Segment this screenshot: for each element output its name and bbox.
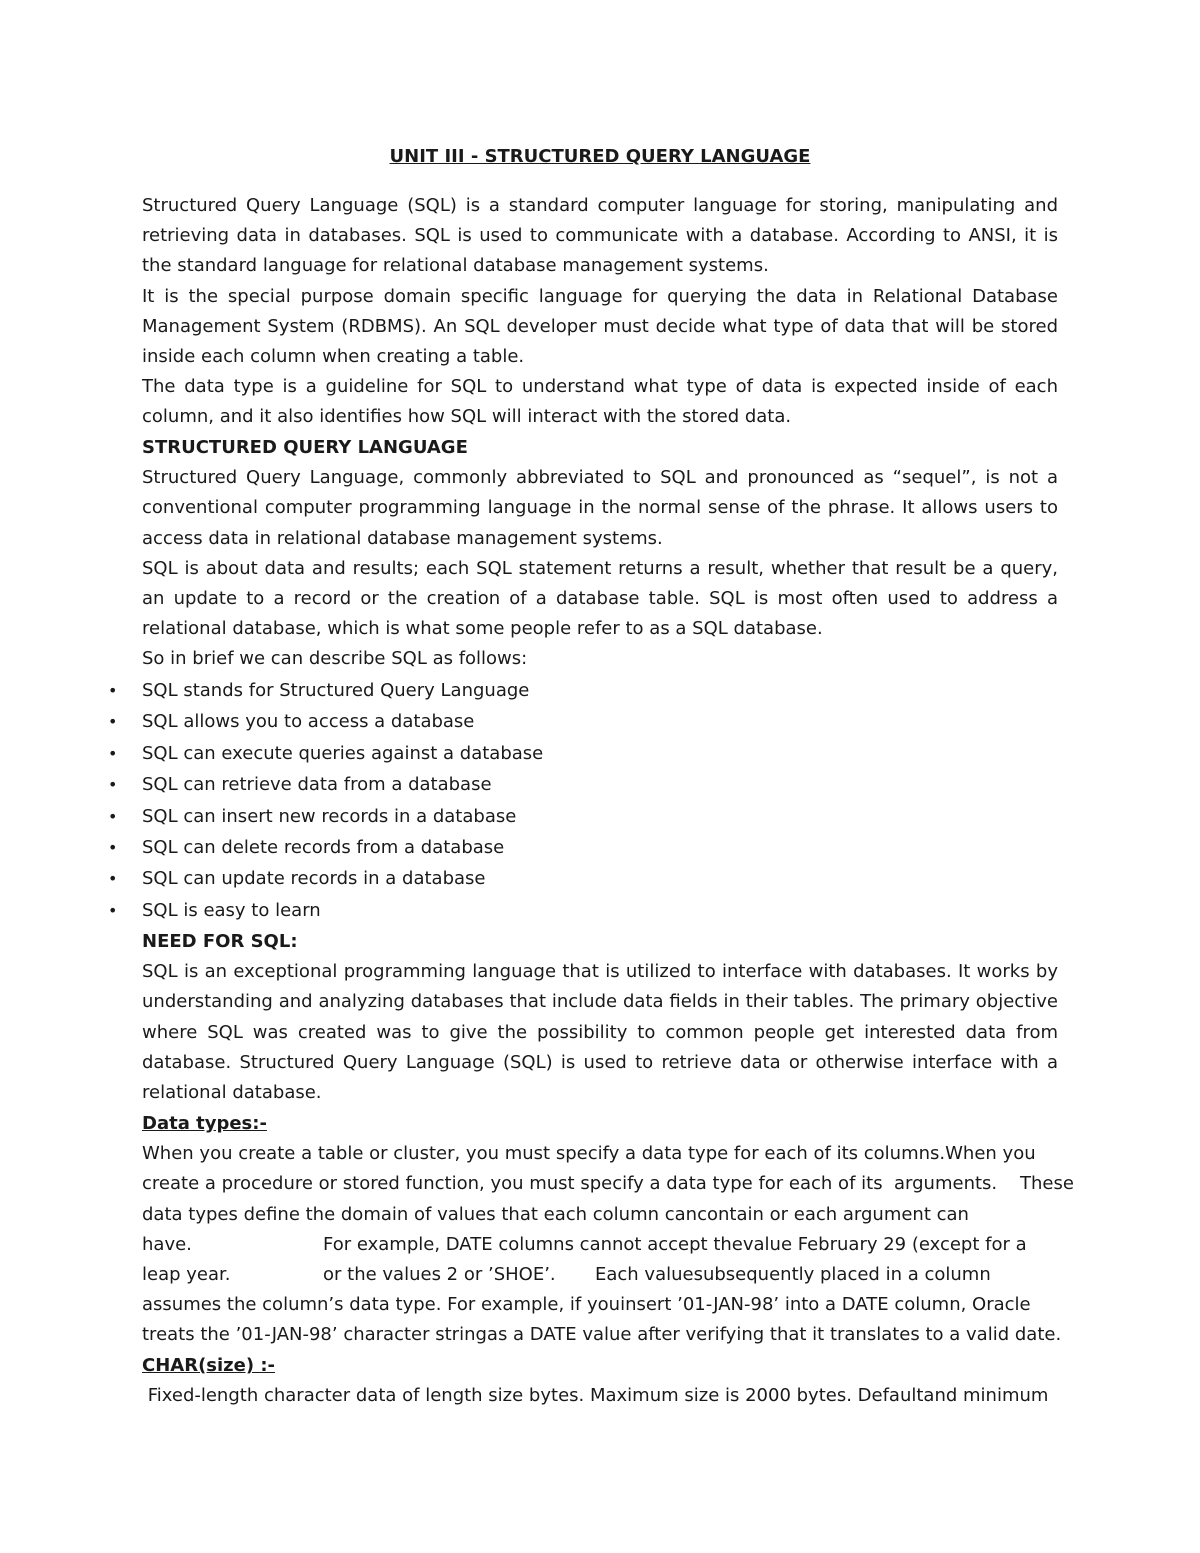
data-types-each-value: Each valuesubsequently placed in a column xyxy=(595,1264,991,1286)
overview-paragraph-1: Structured Query Language, commonly abbreviated to SQL and pronounced as “sequel”, is not a conventional computer programming language in the normal sense of the phrase. It allows users to access data in relational database management systems. xyxy=(142,467,1058,549)
data-types-line-3: data types define the domain of values that each column cancontain or each argument can xyxy=(142,1203,969,1225)
bullet-icon: • xyxy=(108,712,118,732)
list-item-text: SQL stands for Structured Query Language xyxy=(142,680,530,701)
list-item xyxy=(108,895,1058,926)
list-item-text: SQL allows you to access a database xyxy=(142,711,475,733)
list-item-text: SQL can retrieve data from a database xyxy=(142,774,492,796)
list-item-text: SQL can execute queries against a database xyxy=(142,742,544,764)
bullet-icon: • xyxy=(108,775,118,795)
overview-paragraph-2: SQL is about data and results; each SQL statement returns a result, whether that result be a query, an update to a record or the creation of a database table. SQL is most often used to address a relational database, which is what some people refer to as a SQL database. xyxy=(142,557,1058,640)
data-types-line-6: assumes the column’s data type. For example, if youinsert ’01-JAN-98’ into a DATE column, Oracle xyxy=(142,1294,1031,1316)
list-item-text: SQL can insert new records in a database xyxy=(142,805,517,827)
section-heading-structured-query-language: STRUCTURED QUERY LANGUAGE xyxy=(142,437,468,458)
bullet-icon: • xyxy=(108,837,118,857)
sql-features-list xyxy=(108,675,1058,926)
intro-paragraph-2: It is the special purpose domain specific language for querying the data in Relational Database Management System (RDBMS). An SQL developer must decide what type of data that will be stored inside each column when creating a table. xyxy=(142,285,1058,368)
data-types-line-7: treats the ’01-JAN-98’ character stringas a DATE value after verifying that it translates to a valid date. xyxy=(142,1324,1062,1346)
data-types-line-5 xyxy=(142,1260,1058,1290)
need-for-sql-paragraph: SQL is an exceptional programming language that is utilized to interface with databases. It works by understanding and analyzing databases that include data fields in their tables. The primary objective where SQL was created was to give the possibility to common people get interested data from database. Structured Query Language (SQL) is used to retrieve data or otherwise interface with a relational database. xyxy=(142,961,1058,1104)
data-types-example: For example, DATE columns cannot accept thevalue February 29 (except for a xyxy=(323,1233,1027,1255)
list-item xyxy=(108,706,1058,737)
data-types-line-4 xyxy=(142,1230,1058,1260)
bullet-icon: • xyxy=(108,869,118,889)
intro-section xyxy=(142,191,1058,433)
data-types-values: or the values 2 or ’SHOE’. xyxy=(323,1264,556,1286)
list-item xyxy=(108,863,1058,894)
overview-paragraph-3: So in brief we can describe SQL as follows: xyxy=(142,648,528,670)
bullet-icon: • xyxy=(108,806,118,826)
char-type-line: Fixed-length character data of length size bytes. Maximum size is 2000 bytes. Defaultand minimum xyxy=(142,1385,1049,1407)
bullet-icon: • xyxy=(108,743,118,763)
bullet-icon: • xyxy=(108,900,118,920)
list-item xyxy=(108,832,1058,863)
list-item xyxy=(108,769,1058,800)
data-types-have: have. xyxy=(142,1233,192,1255)
intro-paragraph-1: Structured Query Language (SQL) is a standard computer language for storing, manipulating and retrieving data in databases. SQL is used to communicate with a database. According to ANSI, it is the standard language for relational database management systems. xyxy=(142,195,1058,277)
section-heading-char-size: CHAR(size) :- xyxy=(142,1355,276,1376)
sql-overview-section xyxy=(142,433,1058,675)
list-item-text: SQL is easy to learn xyxy=(142,899,321,921)
data-types-line-2: create a procedure or stored function, you must specify a data type for each of its arguments. These xyxy=(142,1173,1074,1195)
document-title: UNIT III - STRUCTURED QUERY LANGUAGE xyxy=(389,146,811,167)
list-item xyxy=(108,738,1058,769)
char-type-section xyxy=(142,1351,1058,1411)
need-for-sql-section xyxy=(142,927,1058,1108)
data-types-leap-year: leap year. xyxy=(142,1264,231,1286)
section-heading-data-types: Data types:- xyxy=(142,1113,267,1134)
list-item xyxy=(108,801,1058,832)
list-item-text: SQL can delete records from a database xyxy=(142,836,505,858)
data-types-line-1: When you create a table or cluster, you must specify a data type for each of its columns.When you xyxy=(142,1143,1036,1165)
section-heading-need-for-sql: NEED FOR SQL: xyxy=(142,931,298,952)
list-item xyxy=(108,675,1058,706)
bullet-icon: • xyxy=(108,681,118,700)
intro-paragraph-3: The data type is a guideline for SQL to understand what type of data is expected inside of each column, and it also identifies how SQL will interact with the stored data. xyxy=(142,376,1058,428)
list-item-text: SQL can update records in a database xyxy=(142,868,486,890)
data-types-section xyxy=(142,1109,1074,1351)
